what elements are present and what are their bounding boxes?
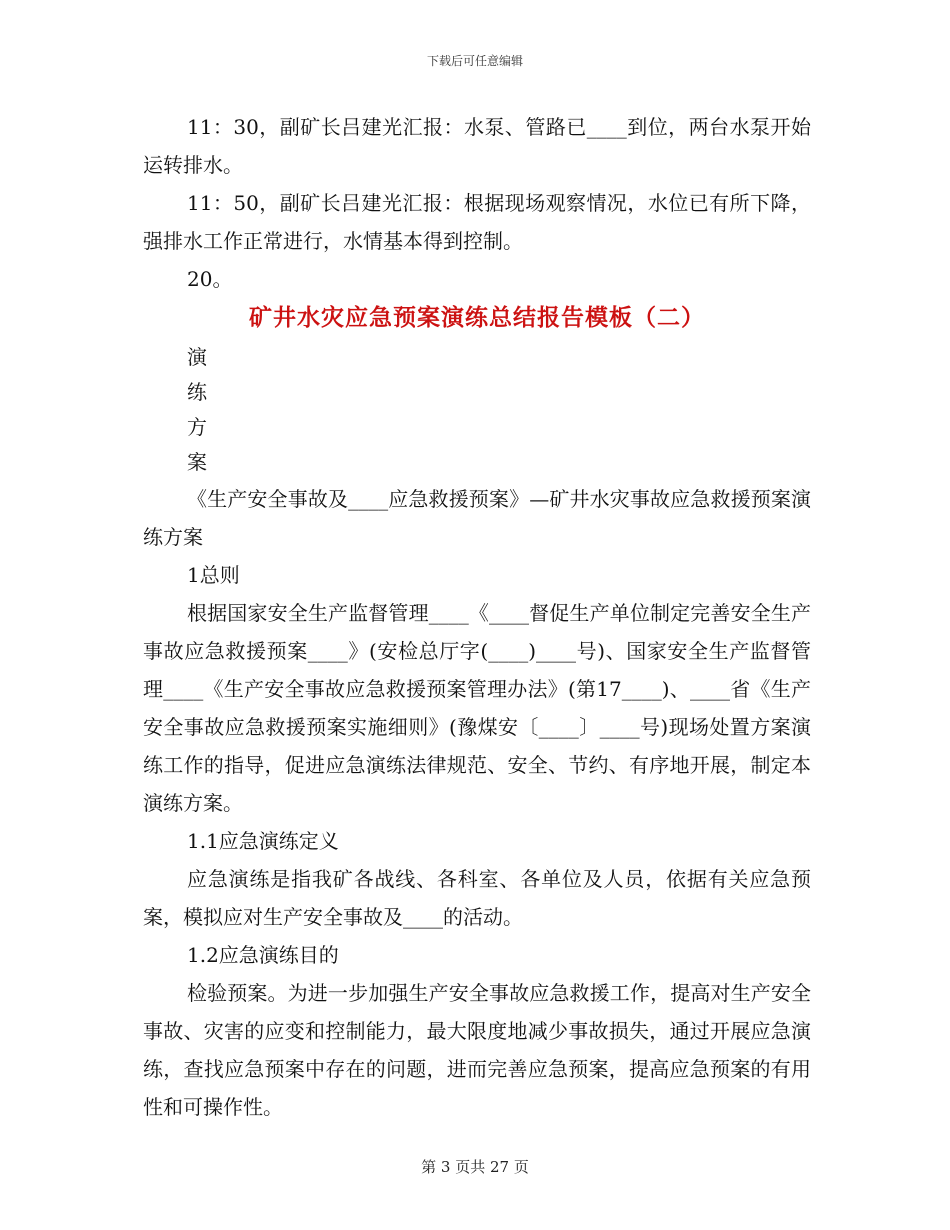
- paragraph-drill-purpose: 检验预案。为进一步加强生产安全事故应急救援工作，提高对生产安全事故、灾害的应变和控制能力，最大限度地减少事故损失，通过开展应急演练，查找应急预案中存在的问题，进而完善应急预案，提高应急预案的有用性和可操作性。: [143, 981, 811, 1119]
- paragraph-plan-name: 《生产安全事故及____应急救援预案》—矿井水灾事故应急救援预案演练方案: [143, 487, 811, 549]
- paragraph-report-1150: 11：50，副矿长吕建光汇报：根据现场观察情况，水位已有所下降，强排水工作正常进行，水情基本得到控制。: [143, 191, 811, 253]
- heading-general-rules: 1总则: [187, 563, 240, 587]
- vertical-heading-char: 方: [187, 415, 207, 439]
- paragraph-drill-definition: 应急演练是指我矿各战线、各科室、各单位及人员，依据有关应急预案，模拟应对生产安全事故及____的活动。: [143, 867, 811, 929]
- paragraph-report-1130: 11：30，副矿长吕建光汇报：水泵、管路已____到位，两台水泵开始运转排水。: [143, 115, 811, 177]
- document-body: [143, 108, 811, 1126]
- page-header-note: 下载后可任意编辑: [426, 54, 523, 68]
- vertical-heading: [143, 340, 811, 480]
- vertical-heading-char: 练: [187, 380, 207, 404]
- vertical-heading-char: 案: [187, 450, 207, 474]
- paragraph-legal-basis: 根据国家安全生产监督管理____《____督促生产单位制定完善安全生产事故应急救援预案____》(安检总厅字(____)____号)、国家安全生产监督管理____《生产安全事故应急救援预案管理办法》(第17____)、____省《生产安全事故应急救援预案实施细则》(豫煤安〔____〕____号)现场处置方案演练工作的指导，促进应急演练法律规范、安全、节约、有序地开展，制定本演练方案。: [143, 601, 811, 815]
- page-number: 第 3 页共 27 页: [421, 1158, 529, 1176]
- section-title: 矿井水灾应急预案演练总结报告模板（二）: [249, 304, 705, 331]
- heading-drill-purpose: 1.2应急演练目的: [187, 943, 339, 967]
- heading-drill-definition: 1.1应急演练定义: [187, 829, 339, 853]
- vertical-heading-char: 演: [187, 345, 207, 369]
- paragraph-number-20: 20。: [187, 267, 233, 291]
